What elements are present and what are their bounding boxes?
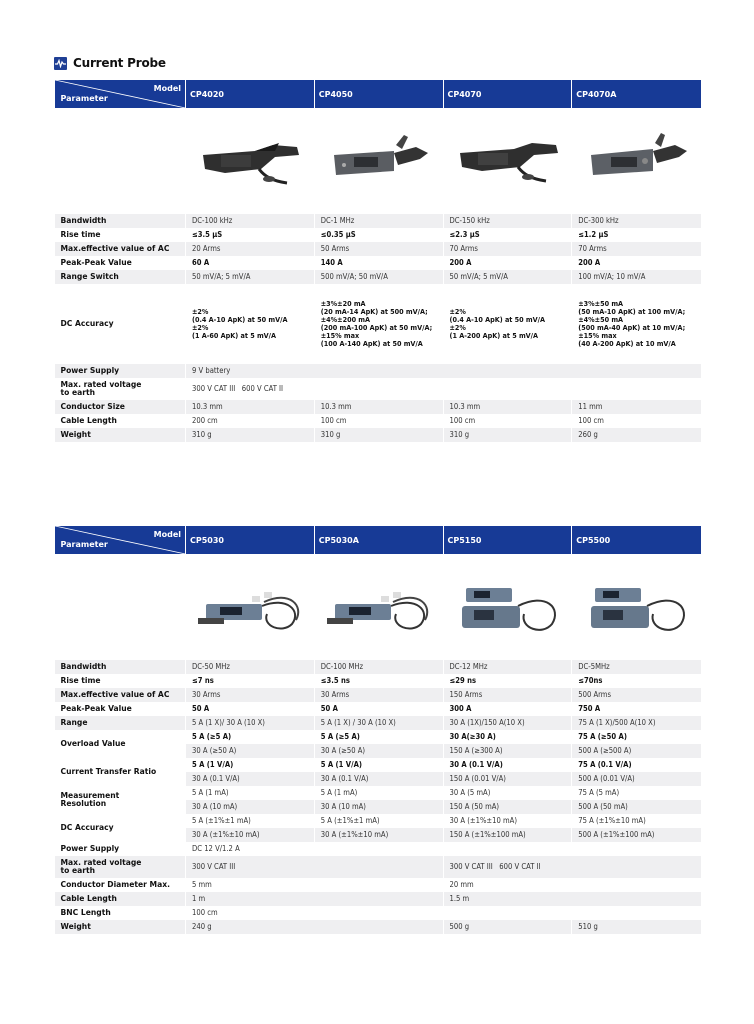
cell: 300 V CAT III 600 V CAT II	[186, 378, 701, 400]
cell: 5 mm	[186, 878, 444, 892]
param-max-rated-voltage	[55, 378, 186, 400]
label-line: to earth	[60, 866, 96, 875]
cell: ±2% (0.4 A-10 ApK) at 50 mV/A ±2% (1 A-60 ApK) at 5 mV/A	[186, 284, 315, 364]
cell: 5 A (1 mA)	[186, 786, 315, 800]
model-header: CP5150	[443, 526, 572, 554]
model-header: CP4050	[314, 80, 443, 108]
param-max-effective-ac: Max.effective value of AC	[55, 688, 186, 702]
cell: 5 A (≥5 A)	[186, 730, 315, 744]
cell: 30 A (≥50 A)	[186, 744, 315, 758]
cell: 150 A (≥300 A)	[443, 744, 572, 758]
cell: 500 A (0.01 V/A)	[572, 772, 701, 786]
model-header: CP4020	[186, 80, 315, 108]
header-corner	[55, 80, 186, 108]
cell: 50 mV/A; 5 mV/A	[186, 270, 315, 284]
label-line: Max. rated voltage	[60, 857, 142, 867]
probe-image-cp4020	[186, 108, 315, 214]
cell: 5 A (±1%±1 mA)	[314, 814, 443, 828]
cell: 5 A (1 V/A)	[314, 758, 443, 772]
header-parameter-label: Parameter	[60, 94, 108, 103]
cell: 30 A (≥50 A)	[314, 744, 443, 758]
cell: 200 A	[572, 256, 701, 270]
cell: 500 A (50 mA)	[572, 800, 701, 814]
cell: 30 Arms	[314, 688, 443, 702]
cell: 5 A (1 X)/ 30 A (10 X)	[186, 716, 315, 730]
param-dc-accuracy: DC Accuracy	[55, 284, 186, 364]
cell: 500 g	[443, 920, 572, 934]
param-power-supply: Power Supply	[55, 364, 186, 378]
cell: 70 Arms	[572, 242, 701, 256]
param-bandwidth: Bandwidth	[55, 660, 186, 674]
cell: 20 Arms	[186, 242, 315, 256]
label-line: Resolution	[60, 799, 107, 808]
spec-table-cp4000	[54, 80, 701, 442]
cell: 30 Arms	[186, 688, 315, 702]
cell: DC 12 V/1.2 A	[186, 842, 701, 856]
cell: 75 A (±1%±10 mA)	[572, 814, 701, 828]
cell: DC-100 kHz	[186, 214, 315, 228]
param-dc-accuracy: DC Accuracy	[55, 814, 186, 842]
image-row-spacer	[55, 554, 186, 660]
cell: 20 mm	[443, 878, 701, 892]
cell: ≤3.5 ns	[314, 674, 443, 688]
probe-image-cp5030a	[314, 554, 443, 660]
cell: 75 A (≥50 A)	[572, 730, 701, 744]
cell: 310 g	[186, 428, 315, 442]
probe-image-cp5150	[443, 554, 572, 660]
cell: 300 V CAT III	[186, 856, 444, 878]
cell: ≤3.5 μS	[186, 228, 315, 242]
page-title	[54, 56, 166, 70]
page-title-text: Current Probe	[73, 56, 166, 70]
cell: 30 A (0.1 V/A)	[314, 772, 443, 786]
model-header: CP5500	[572, 526, 701, 554]
image-row-spacer	[55, 108, 186, 214]
cell: 200 cm	[186, 414, 315, 428]
header-model-label: Model	[153, 530, 181, 539]
param-weight: Weight	[55, 428, 186, 442]
param-peak-peak: Peak-Peak Value	[55, 256, 186, 270]
cell: 60 A	[186, 256, 315, 270]
cell: DC-50 MHz	[186, 660, 315, 674]
cell: 70 Arms	[443, 242, 572, 256]
cell: 500 A (≥500 A)	[572, 744, 701, 758]
param-max-rated-voltage	[55, 856, 186, 878]
cell: 200 A	[443, 256, 572, 270]
header-corner	[55, 526, 186, 554]
param-range: Range	[55, 716, 186, 730]
cell: 500 Arms	[572, 688, 701, 702]
cell: 50 mV/A; 5 mV/A	[443, 270, 572, 284]
cell: 50 A	[314, 702, 443, 716]
probe-image-cp5500	[572, 554, 701, 660]
cell: 300 A	[443, 702, 572, 716]
label-line: to earth	[60, 388, 96, 397]
cell: 140 A	[314, 256, 443, 270]
label-line: Max. rated voltage	[60, 379, 142, 389]
spec-table-cp5000	[54, 526, 701, 934]
cell: 50 A	[186, 702, 315, 716]
header-model-label: Model	[153, 84, 181, 93]
param-bnc-length: BNC Length	[55, 906, 186, 920]
cell: 1 m	[186, 892, 444, 906]
cell: 750 A	[572, 702, 701, 716]
model-header: CP5030A	[314, 526, 443, 554]
model-header: CP5030	[186, 526, 315, 554]
cell: ≤2.3 μS	[443, 228, 572, 242]
cell: ±2% (0.4 A-10 ApK) at 50 mV/A ±2% (1 A-200 ApK) at 5 mV/A	[443, 284, 572, 364]
param-power-supply: Power Supply	[55, 842, 186, 856]
cell: 310 g	[314, 428, 443, 442]
param-conductor-size: Conductor Size	[55, 400, 186, 414]
cell: 500 A (±1%±100 mA)	[572, 828, 701, 842]
probe-image-cp4070	[443, 108, 572, 214]
param-cable-length: Cable Length	[55, 414, 186, 428]
cell: DC-5MHz	[572, 660, 701, 674]
cell: 100 cm	[443, 414, 572, 428]
cell: 150 A (0.01 V/A)	[443, 772, 572, 786]
cell: 10.3 mm	[186, 400, 315, 414]
cell: 10.3 mm	[443, 400, 572, 414]
cell: 30 A (10 mA)	[314, 800, 443, 814]
cell: ±3%±20 mA (20 mA-14 ApK) at 500 mV/A; ±4%±200 mA (200 mA-100 ApK) at 50 mV/A; ±15% max (100 A-140 ApK) at 50 mV/A	[314, 284, 443, 364]
probe-image-cp4070a	[572, 108, 701, 214]
cell: 100 cm	[572, 414, 701, 428]
cell: 10.3 mm	[314, 400, 443, 414]
cell: 30 A(≥30 A)	[443, 730, 572, 744]
cell: 1.5 m	[443, 892, 701, 906]
cell: 5 A (≥5 A)	[314, 730, 443, 744]
cell: 300 V CAT III 600 V CAT II	[443, 856, 701, 878]
probe-image-cp4050	[314, 108, 443, 214]
model-header: CP4070A	[572, 80, 701, 108]
probe-image-cp5030	[186, 554, 315, 660]
cell: 30 A (5 mA)	[443, 786, 572, 800]
cell: 510 g	[572, 920, 701, 934]
cell: 240 g	[186, 920, 444, 934]
cell: ≤1.2 μS	[572, 228, 701, 242]
cell: 5 A (1 mA)	[314, 786, 443, 800]
cell: 50 Arms	[314, 242, 443, 256]
cell: 30 A (0.1 V/A)	[443, 758, 572, 772]
cell: 500 mV/A; 50 mV/A	[314, 270, 443, 284]
param-current-transfer-ratio: Current Transfer Ratio	[55, 758, 186, 786]
param-bandwidth: Bandwidth	[55, 214, 186, 228]
param-rise-time: Rise time	[55, 674, 186, 688]
cell: DC-150 kHz	[443, 214, 572, 228]
label-line: Measurement	[60, 790, 120, 800]
cell: 9 V battery	[186, 364, 701, 378]
cell: 30 A (±1%±10 mA)	[443, 814, 572, 828]
param-measurement-resolution	[55, 786, 186, 814]
param-range-switch: Range Switch	[55, 270, 186, 284]
param-rise-time: Rise time	[55, 228, 186, 242]
header-parameter-label: Parameter	[60, 540, 108, 549]
cell: 100 cm	[314, 414, 443, 428]
cell: ≤29 ns	[443, 674, 572, 688]
cell: DC-12 MHz	[443, 660, 572, 674]
cell: 260 g	[572, 428, 701, 442]
cell: ≤0.35 μS	[314, 228, 443, 242]
cell: DC-1 MHz	[314, 214, 443, 228]
param-conductor-diameter: Conductor Diameter Max.	[55, 878, 186, 892]
cell: 5 A (±1%±1 mA)	[186, 814, 315, 828]
cell: ≤70ns	[572, 674, 701, 688]
cell: 75 A (5 mA)	[572, 786, 701, 800]
waveform-icon	[54, 57, 67, 70]
param-weight: Weight	[55, 920, 186, 934]
cell: 310 g	[443, 428, 572, 442]
cell: DC-100 MHz	[314, 660, 443, 674]
cell: 150 A (50 mA)	[443, 800, 572, 814]
param-overload-value: Overload Value	[55, 730, 186, 758]
cell: 30 A (±1%±10 mA)	[314, 828, 443, 842]
cell: ≤7 ns	[186, 674, 315, 688]
param-cable-length: Cable Length	[55, 892, 186, 906]
cell: 150 Arms	[443, 688, 572, 702]
model-header: CP4070	[443, 80, 572, 108]
cell: 100 mV/A; 10 mV/A	[572, 270, 701, 284]
cell: ±3%±50 mA (50 mA-10 ApK) at 100 mV/A; ±4%±50 mA (500 mA-40 ApK) at 10 mV/A; ±15% max (40 A-200 ApK) at 10 mV/A	[572, 284, 701, 364]
param-max-effective-ac: Max.effective value of AC	[55, 242, 186, 256]
cell: 30 A (0.1 V/A)	[186, 772, 315, 786]
cell: 5 A (1 X) / 30 A (10 X)	[314, 716, 443, 730]
cell: 75 A (1 X)/500 A(10 X)	[572, 716, 701, 730]
cell: 150 A (±1%±100 mA)	[443, 828, 572, 842]
cell: 5 A (1 V/A)	[186, 758, 315, 772]
cell: 30 A (10 mA)	[186, 800, 315, 814]
param-peak-peak: Peak-Peak Value	[55, 702, 186, 716]
cell: 30 A (±1%±10 mA)	[186, 828, 315, 842]
cell: 30 A (1X)/150 A(10 X)	[443, 716, 572, 730]
cell: 100 cm	[186, 906, 701, 920]
cell: 11 mm	[572, 400, 701, 414]
cell: DC-300 kHz	[572, 214, 701, 228]
cell: 75 A (0.1 V/A)	[572, 758, 701, 772]
